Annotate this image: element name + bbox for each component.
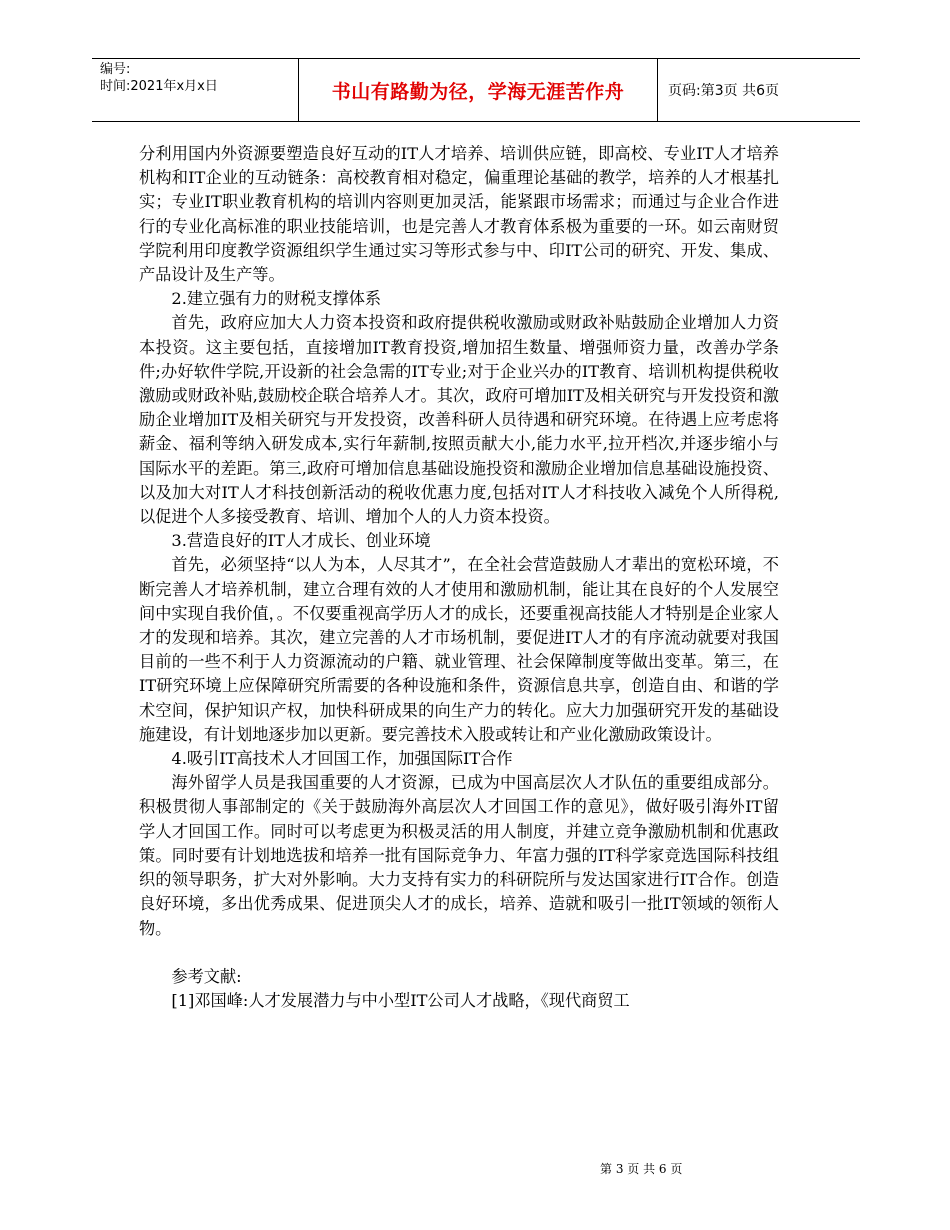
paragraph: 首先，政府应加大人力资本投资和政府提供税收激励或财政补贴鼓励企业增加人力资本投资。这主要包括，直接增加IT教育投资,增加招生数量、增强师资力量，改善办学条件;办好软件学院,开设新的社会急需的IT专业;对于企业兴办的IT教育、培训机构提供税收激励或财政补贴,鼓励校企联合培养人才。其次，政府可增加IT及相关研究与开发投资和激励企业增加IT及相关研究与开发投资，改善科研人员待遇和研究环境。在待遇上应考虑将薪金、福利等纳入研发成本,实行年薪制,按照贡献大小,能力水平,拉开档次,并逐步缩小与国际水平的差距。第三,政府可增加信息基础设施投资和激励企业增加信息基础设施投资、以及加大对IT人才科技创新活动的税收优惠力度,包括对IT人才科技收入减免个人所得税,以促进个人多接受教育、培训、增加个人的人力资本投资。: [139, 313, 779, 527]
document-number-label: 编号:: [100, 62, 131, 77]
paragraph: 海外留学人员是我国重要的人才资源，已成为中国高层次人才队伍的重要组成部分。积极贯彻人事部制定的《关于鼓励海外高层次人才回国工作的意见》，做好吸引海外IT留学人才回国工作。同时可以考虑更为积极灵活的用人制度，并建立竞争激励机制和优惠政策。同时要有计划地选拔和培养一批有国际竞争力、年富力强的IT科学家竞选国际科技组织的领导职务，扩大对外影响。大力支持有实力的科研院所与发达国家进行IT合作。创造良好环境，多出优秀成果、促进顶尖人才的成长，培养、造就和吸引一批IT领域的领衔人物。: [139, 773, 779, 938]
section-heading: 3.营造良好的IT人才成长、创业环境: [171, 531, 431, 551]
paragraph: 分利用国内外资源要塑造良好互动的IT人才培养、培训供应链，即高校、专业IT人才培养机构和IT企业的互动链条：高校教育相对稳定，偏重理论基础的教学，培养的人才根基扎实；专业IT职业教育机构的培训内容则更加灵活，能紧跟市场需求；而通过与企业合作进行的专业化高标准的职业技能培训，也是完善人才教育体系极为重要的一环。如云南财贸学院利用印度教学资源组织学生通过实习等形式参与中、印IT公司的研究、开发、集成、产品设计及生产等。: [139, 144, 779, 285]
page-footer: 第 3 页 共 6 页: [600, 1162, 683, 1176]
header-motto: 书山有路勤为径，学海无涯苦作舟: [299, 59, 658, 121]
spacer: [139, 941, 779, 965]
header-meta: [92, 59, 299, 121]
section-heading: 4.吸引IT高技术人才回国工作，加强国际IT合作: [171, 749, 513, 769]
section-heading: 2.建立强有力的财税支撑体系: [171, 289, 382, 309]
document-body: [139, 142, 779, 1013]
header-page-info: 页码:第3页 共6页: [668, 83, 779, 99]
page-header: [92, 58, 860, 122]
references-title: 参考文献:: [171, 966, 242, 986]
reference-item: [1]邓国峰:人才发展潜力与中小型IT公司人才战略，《现代商贸工: [171, 990, 630, 1010]
paragraph: 首先，必须坚持“以人为本，人尽其才”，在全社会营造鼓励人才辈出的宽松环境，不断完善人才培养机制，建立合理有效的人才使用和激励机制，能让其在良好的个人发展空间中实现自我价值，。不仅要重视高学历人才的成长，还要重视高技能人才特别是企业家人才的发现和培养。其次，建立完善的人才市场机制，要促进IT人才的有序流动就要对我国目前的一些不利于人力资源流动的户籍、就业管理、社会保障制度等做出变革。第三，在IT研究环境上应保障研究所需要的各种设施和条件，资源信息共享，创造自由、和谐的学术空间，保护知识产权，加快科研成果的向生产力的转化。应大力加强研究开发的基础设施建设，有计划地逐步加以更新。要完善技术入股或转让和产业化激励政策设计。: [139, 555, 779, 744]
document-time: 时间:2021年x月x日: [100, 79, 218, 94]
